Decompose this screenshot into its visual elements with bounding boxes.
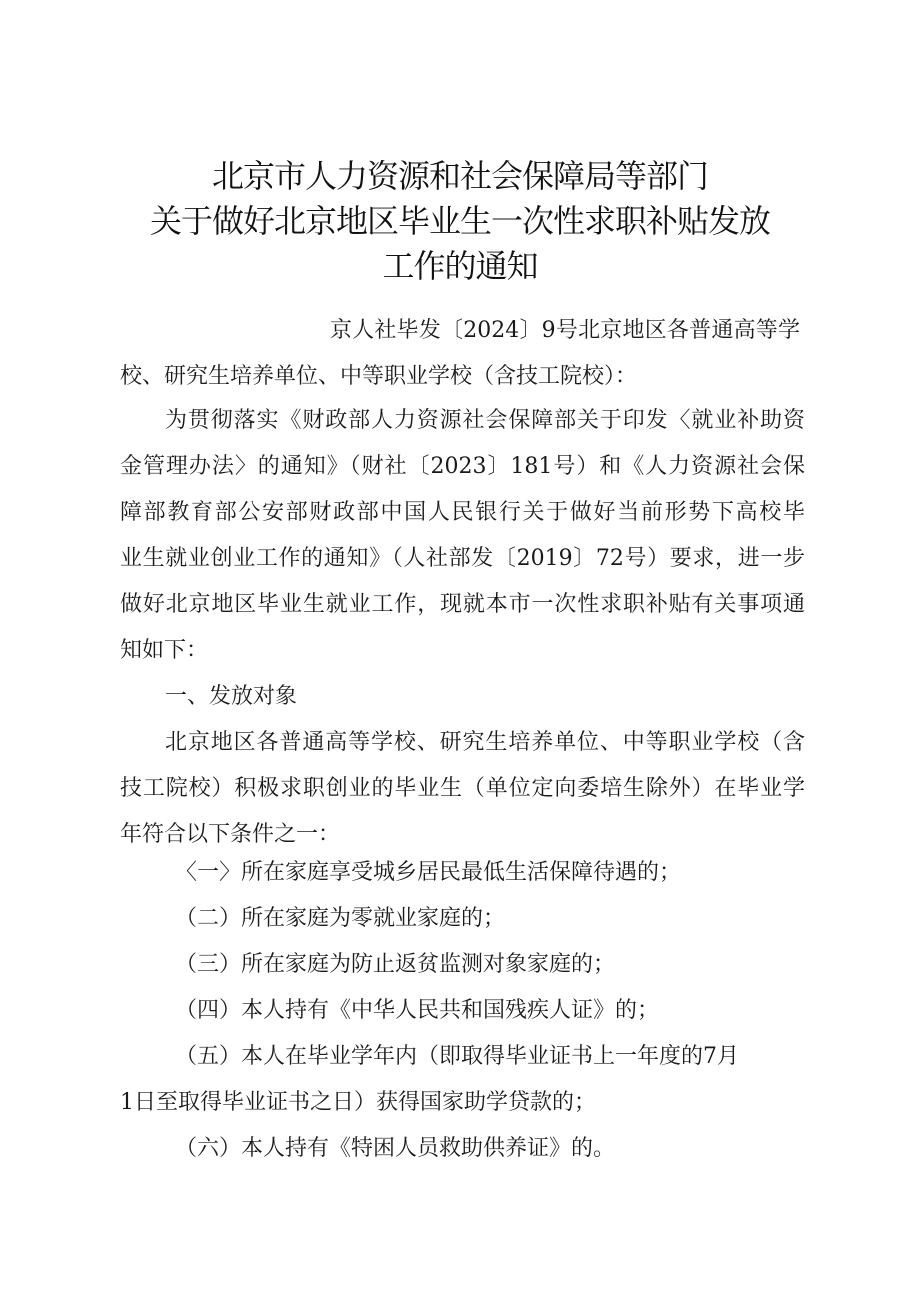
intro-paragraph-line-4: 业生就业创业工作的通知》（人社部发〔2019〕72号）要求，进一步 (120, 546, 805, 571)
document-number-line: 京人社毕发〔2024〕9号北京地区各普通高等学 (330, 318, 800, 343)
section-paragraph-line-1: 北京地区各普通高等学校、研究生培养单位、中等职业学校（含 (165, 730, 805, 755)
section-paragraph-line-2: 技工院校）积极求职创业的毕业生（单位定向委培生除外）在毕业学 (120, 776, 805, 801)
condition-item-5-line-1: （五）本人在毕业学年内（即取得毕业证书上一年度的7月 (175, 1044, 739, 1069)
section-paragraph-line-3: 年符合以下条件之一： (120, 822, 341, 847)
condition-item-4: （四）本人持有《中华人民共和国残疾人证》的； (175, 998, 660, 1023)
addressee-line: 校、研究生培养单位、中等职业学校（含技工院校）： (120, 364, 638, 389)
condition-item-6: （六）本人持有《特困人员救助供养证》的。 (175, 1136, 616, 1161)
document-title-line-2: 关于做好北京地区毕业生一次性求职补贴发放 (149, 202, 770, 240)
condition-item-5-line-2: 1日至取得毕业证书之日）获得国家助学贷款的； (120, 1090, 596, 1115)
document-title-line-3: 工作的通知 (382, 247, 538, 285)
condition-item-1: 〈一〉所在家庭享受城乡居民最低生活保障待遇的； (175, 860, 682, 885)
intro-paragraph-line-5: 做好北京地区毕业生就业工作，现就本市一次性求职补贴有关事项通 (120, 592, 805, 617)
intro-paragraph-line-6: 知如下： (120, 638, 209, 663)
condition-item-2: （二）所在家庭为零就业家庭的； (175, 906, 506, 931)
intro-paragraph-line-2: 金管理办法〉的通知》（财社〔2023〕181号）和《人力资源社会保 (120, 454, 805, 479)
condition-item-3: （三）所在家庭为防止返贫监测对象家庭的； (175, 952, 616, 977)
intro-paragraph-line-3: 障部教育部公安部财政部中国人民银行关于做好当前形势下高校毕 (120, 500, 805, 525)
intro-paragraph-line-1: 为贯彻落实《财政部人力资源社会保障部关于印发〈就业补助资 (165, 408, 805, 433)
section-heading: 一、发放对象 (165, 684, 298, 709)
document-title-line-1: 北京市人力资源和社会保障局等部门 (211, 157, 708, 195)
